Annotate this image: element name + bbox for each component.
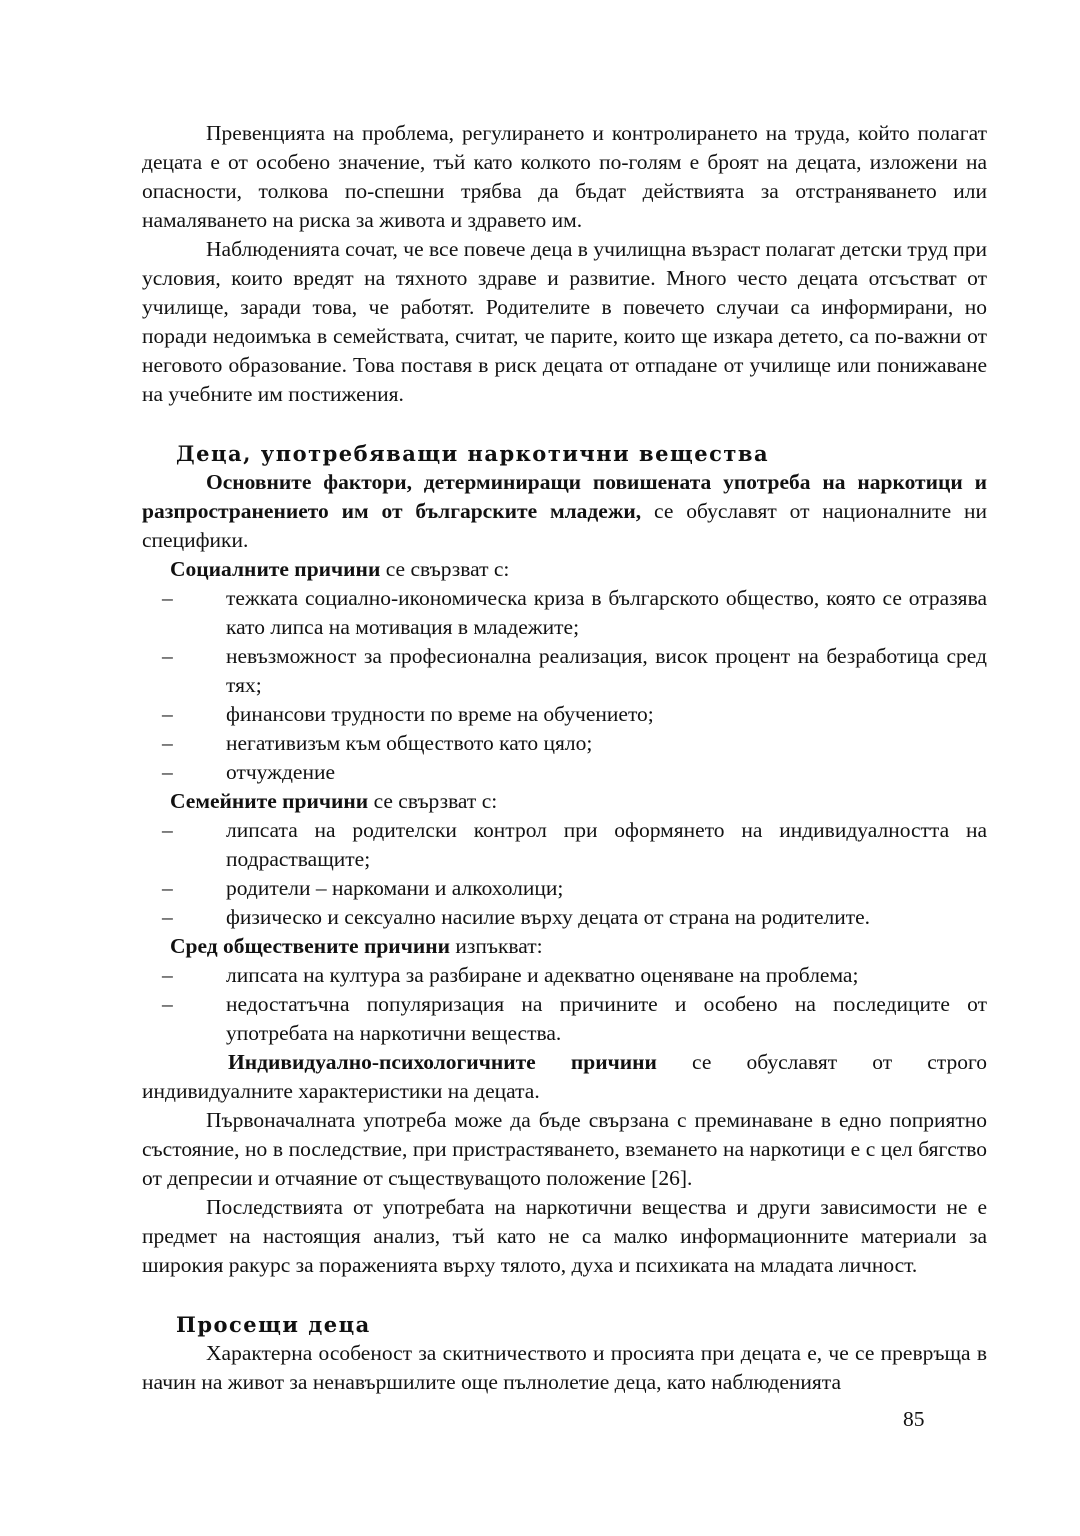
dash-marker: – bbox=[162, 731, 173, 755]
list-item-text: недостатъчна популяризация на причините и особено на последиците от употребата на наркотични вещества. bbox=[226, 992, 987, 1045]
paragraph-individual-causes bbox=[142, 1048, 987, 1106]
social-causes-bold: Социалните причини bbox=[170, 557, 381, 581]
page-body bbox=[142, 119, 987, 1397]
main-factors-bold: Основните фактори, детерминиращи повишената употреба на наркотици и разпространението им от българските младежи, bbox=[142, 470, 987, 523]
list-item-text: отчуждение bbox=[226, 760, 336, 784]
paragraph-consequences: Последствията от употребата на наркотични вещества и други зависимости не е предмет на настоящия анализ, тъй като не са малко информационните материали за широкия ракурс за пораженията върху тялото, духа и психиката на младата личност. bbox=[142, 1195, 987, 1277]
list-item bbox=[142, 816, 987, 874]
list-item bbox=[142, 990, 987, 1048]
family-causes-label bbox=[142, 787, 987, 816]
social-causes-list bbox=[142, 584, 987, 787]
page-number: 85 bbox=[903, 1407, 925, 1431]
list-item bbox=[142, 903, 987, 932]
section-spacer bbox=[142, 1280, 987, 1310]
list-item-text: родители – наркомани и алкохолици; bbox=[226, 876, 564, 900]
section-spacer bbox=[142, 409, 987, 439]
paragraph-prevention: Превенцията на проблема, регулирането и контролирането на труда, който полагат децата е от особено значение, тъй като колкото по-голям е броят на децата, изложени на опасности, толкова по-спешни трябва да бъдат действията за отстраняването или намаляването на риска за живота и здравето им. bbox=[142, 121, 987, 232]
list-item bbox=[142, 961, 987, 990]
dash-marker: – bbox=[162, 644, 173, 668]
family-causes-bold: Семейните причини bbox=[170, 789, 369, 813]
main-factors-rest: се обуславят от националните ни специфики. bbox=[142, 499, 987, 552]
list-item-text: липсата на родителски контрол при оформянето на индивидуалността на подрастващите; bbox=[226, 818, 987, 871]
list-item-text: негативизъм към обществото като цяло; bbox=[226, 731, 593, 755]
list-item-text: финансови трудности по време на обучението; bbox=[226, 702, 654, 726]
dash-marker: – bbox=[162, 586, 173, 610]
list-item bbox=[142, 642, 987, 700]
list-item bbox=[142, 729, 987, 758]
public-causes-list bbox=[142, 961, 987, 1048]
family-causes-rest: се свързват с: bbox=[368, 789, 498, 813]
family-causes-list bbox=[142, 816, 987, 932]
list-item-text: тежката социално-икономическа криза в българското общество, която се отразява като липса на мотивация в младежите; bbox=[226, 586, 987, 639]
list-item bbox=[142, 584, 987, 642]
paragraph-initial-use: Първоначалната употреба може да бъде свързана с преминаване в едно поприятно състояние, но в последствие, при пристрастяването, вземането на наркотици е с цел бягство от депресии и отчаяние от съществуващото положение [26]. bbox=[142, 1108, 987, 1190]
list-item-text: физическо и сексуално насилие върху децата от страна на родителите. bbox=[226, 905, 871, 929]
list-item bbox=[142, 758, 987, 787]
social-causes-rest: се свързват с: bbox=[380, 557, 510, 581]
social-causes-label bbox=[142, 555, 987, 584]
public-causes-rest: изпъкват: bbox=[449, 934, 543, 958]
list-item-text: липсата на култура за разбиране и адекватно оценяване на проблема; bbox=[226, 963, 859, 987]
public-causes-bold: Сред обществените причини bbox=[170, 934, 450, 958]
dash-marker: – bbox=[162, 992, 173, 1016]
individual-causes-rest: се обуславят от строго индивидуалните характеристики на децата. bbox=[142, 1050, 987, 1103]
paragraph-begging: Характерна особеност за скитничеството и просията при децата е, че се превръща в начин на живот за ненавършилите още пълнолетие деца, като наблюденията bbox=[142, 1341, 987, 1394]
section-heading-begging: Просещи деца bbox=[176, 1312, 371, 1337]
individual-causes-bold: Индивидуално-психологичните причини bbox=[228, 1050, 657, 1074]
public-causes-label bbox=[142, 932, 987, 961]
list-item bbox=[142, 874, 987, 903]
paragraph-observations: Наблюденията сочат, че все повече деца в училищна възраст полагат детски труд при условия, които вредят на тяхното здраве и развитие. Много често децата отсъстват от училище, заради това, че работят. Родителите в повечето случаи са информирани, но поради недоимъка в семействата, считат, че парите, които ще изкара детето, са по-важни от неговото образование. Това поставя в риск децата от отпадане от училище или понижаване на учебните им постижения. bbox=[142, 237, 987, 406]
list-item-text: невъзможност за професионална реализация, висок процент на безработица сред тях; bbox=[226, 644, 987, 697]
list-item bbox=[142, 700, 987, 729]
paragraph-main-factors bbox=[142, 468, 987, 555]
dash-marker: – bbox=[162, 905, 173, 929]
dash-marker: – bbox=[162, 876, 173, 900]
dash-marker: – bbox=[162, 760, 173, 784]
dash-marker: – bbox=[162, 702, 173, 726]
dash-marker: – bbox=[162, 963, 173, 987]
section-heading-drugs: Деца, употребяващи наркотични вещества bbox=[176, 441, 770, 466]
dash-marker: – bbox=[162, 818, 173, 842]
